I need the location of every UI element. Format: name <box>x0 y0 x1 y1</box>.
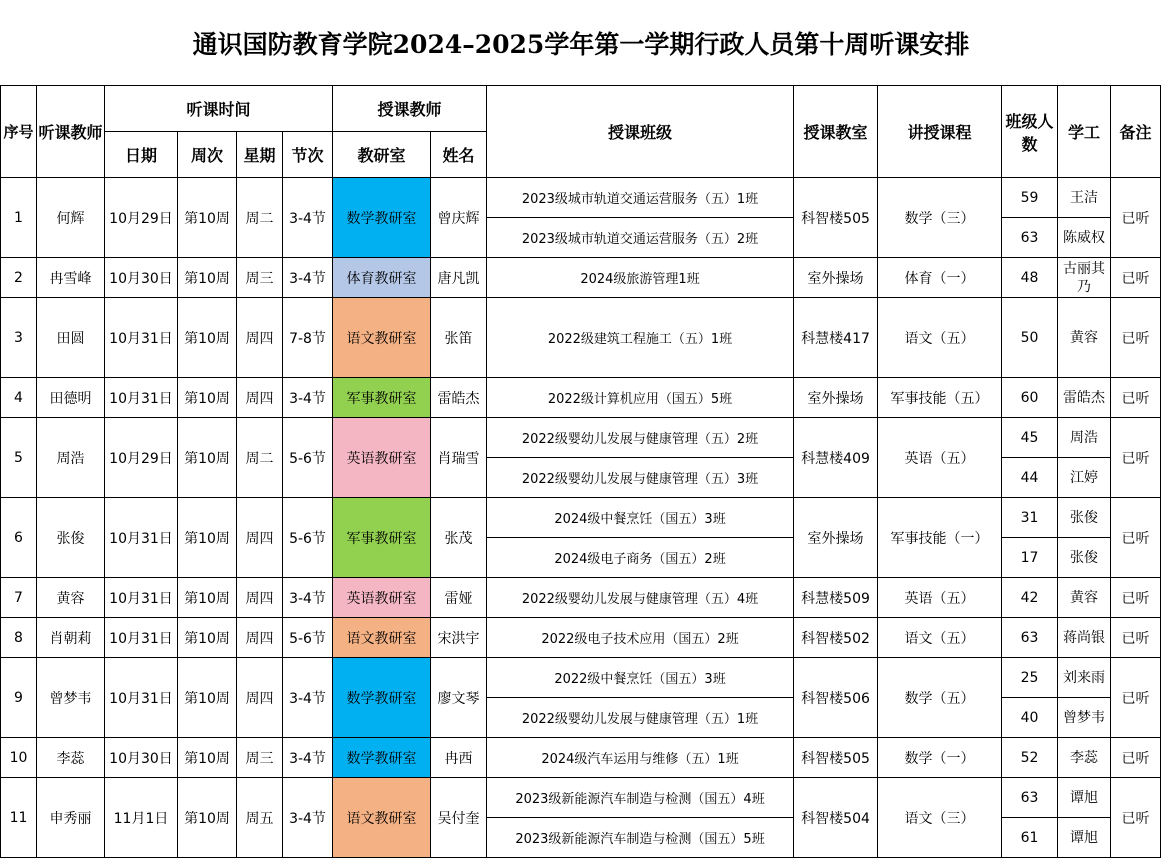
week-cell: 第10周 <box>178 778 237 858</box>
teacher-cell: 冉西 <box>431 738 487 778</box>
date-cell: 10月30日 <box>105 258 178 298</box>
class-cell: 2022级婴幼儿发展与健康管理（五）1班 <box>487 698 794 738</box>
seq-cell: 6 <box>1 498 37 578</box>
remark-cell: 已听 <box>1111 778 1161 858</box>
week-cell: 第10周 <box>178 578 237 618</box>
room-cell: 科慧楼409 <box>794 418 878 498</box>
weekday-cell: 周三 <box>237 738 283 778</box>
count-cell: 25 <box>1002 658 1058 698</box>
header-weekday: 星期 <box>237 132 283 178</box>
header-class: 授课班级 <box>487 86 794 178</box>
count-cell: 45 <box>1002 418 1058 458</box>
weekday-cell: 周四 <box>237 298 283 378</box>
dept-cell: 军事教研室 <box>333 378 431 418</box>
room-cell: 科慧楼417 <box>794 298 878 378</box>
remark-cell: 已听 <box>1111 178 1161 258</box>
header-count: 班级人数 <box>1002 86 1058 178</box>
date-cell: 10月29日 <box>105 418 178 498</box>
period-cell: 3-4节 <box>283 658 333 738</box>
room-cell: 室外操场 <box>794 378 878 418</box>
remark-cell: 已听 <box>1111 498 1161 578</box>
observer-cell: 申秀丽 <box>37 778 105 858</box>
table-row <box>1 618 1161 658</box>
teacher-cell: 肖瑞雪 <box>431 418 487 498</box>
dept-cell: 军事教研室 <box>333 498 431 578</box>
weekday-cell: 周四 <box>237 378 283 418</box>
student-cell: 谭旭 <box>1058 778 1111 818</box>
date-cell: 10月31日 <box>105 578 178 618</box>
date-cell: 10月31日 <box>105 378 178 418</box>
dept-cell: 英语教研室 <box>333 418 431 498</box>
course-cell: 数学（五） <box>878 658 1002 738</box>
student-cell: 蒋尚银 <box>1058 618 1111 658</box>
header-time-group: 听课时间 <box>105 86 333 132</box>
room-cell: 室外操场 <box>794 258 878 298</box>
course-cell: 数学（三） <box>878 178 1002 258</box>
course-cell: 数学（一） <box>878 738 1002 778</box>
student-cell: 曾梦韦 <box>1058 698 1111 738</box>
dept-cell: 数学教研室 <box>333 658 431 738</box>
table-row <box>1 178 1161 218</box>
table-row <box>1 658 1161 698</box>
teacher-cell: 唐凡凯 <box>431 258 487 298</box>
weekday-cell: 周四 <box>237 498 283 578</box>
remark-cell: 已听 <box>1111 418 1161 498</box>
date-cell: 10月29日 <box>105 178 178 258</box>
date-cell: 10月31日 <box>105 298 178 378</box>
course-cell: 语文（五） <box>878 618 1002 658</box>
header-dept: 教研室 <box>333 132 431 178</box>
student-cell: 江婷 <box>1058 458 1111 498</box>
class-cell: 2024级中餐烹饪（国五）3班 <box>487 498 794 538</box>
class-cell: 2023级城市轨道交通运营服务（五）2班 <box>487 218 794 258</box>
remark-cell: 已听 <box>1111 578 1161 618</box>
teacher-cell: 雷娅 <box>431 578 487 618</box>
class-cell: 2022级计算机应用（国五）5班 <box>487 378 794 418</box>
header-period: 节次 <box>283 132 333 178</box>
observer-cell: 冉雪峰 <box>37 258 105 298</box>
class-cell: 2022级婴幼儿发展与健康管理（五）4班 <box>487 578 794 618</box>
header-seq: 序号 <box>1 86 37 178</box>
date-cell: 11月1日 <box>105 778 178 858</box>
date-cell: 10月31日 <box>105 498 178 578</box>
header-teacher-group: 授课教师 <box>333 86 487 132</box>
header-week: 周次 <box>178 132 237 178</box>
course-cell: 军事技能（五） <box>878 378 1002 418</box>
room-cell: 科慧楼509 <box>794 578 878 618</box>
table-row <box>1 258 1161 298</box>
count-cell: 31 <box>1002 498 1058 538</box>
weekday-cell: 周四 <box>237 618 283 658</box>
week-cell: 第10周 <box>178 178 237 258</box>
table-row <box>1 578 1161 618</box>
count-cell: 52 <box>1002 738 1058 778</box>
seq-cell: 9 <box>1 658 37 738</box>
teacher-cell: 张茂 <box>431 498 487 578</box>
teacher-cell: 曾庆辉 <box>431 178 487 258</box>
table-row <box>1 418 1161 458</box>
course-cell: 语文（三） <box>878 778 1002 858</box>
remark-cell: 已听 <box>1111 618 1161 658</box>
room-cell: 科智楼505 <box>794 178 878 258</box>
dept-cell: 体育教研室 <box>333 258 431 298</box>
observer-cell: 张俊 <box>37 498 105 578</box>
student-cell: 李蕊 <box>1058 738 1111 778</box>
student-cell: 张俊 <box>1058 538 1111 578</box>
seq-cell: 1 <box>1 178 37 258</box>
header-room: 授课教室 <box>794 86 878 178</box>
count-cell: 42 <box>1002 578 1058 618</box>
observer-cell: 黄容 <box>37 578 105 618</box>
week-cell: 第10周 <box>178 418 237 498</box>
weekday-cell: 周四 <box>237 578 283 618</box>
course-cell: 语文（五） <box>878 298 1002 378</box>
period-cell: 5-6节 <box>283 498 333 578</box>
dept-cell: 语文教研室 <box>333 618 431 658</box>
seq-cell: 11 <box>1 778 37 858</box>
class-cell: 2023级城市轨道交通运营服务（五）1班 <box>487 178 794 218</box>
period-cell: 5-6节 <box>283 418 333 498</box>
observer-cell: 李蕊 <box>37 738 105 778</box>
date-cell: 10月31日 <box>105 658 178 738</box>
header-date: 日期 <box>105 132 178 178</box>
class-cell: 2024级电子商务（国五）2班 <box>487 538 794 578</box>
observer-cell: 肖朝莉 <box>37 618 105 658</box>
observer-cell: 何辉 <box>37 178 105 258</box>
class-cell: 2024级汽车运用与维修（五）1班 <box>487 738 794 778</box>
count-cell: 40 <box>1002 698 1058 738</box>
weekday-cell: 周三 <box>237 258 283 298</box>
observer-cell: 曾梦韦 <box>37 658 105 738</box>
seq-cell: 10 <box>1 738 37 778</box>
student-cell: 陈威权 <box>1058 218 1111 258</box>
dept-cell: 语文教研室 <box>333 298 431 378</box>
table-row <box>1 738 1161 778</box>
period-cell: 5-6节 <box>283 618 333 658</box>
period-cell: 3-4节 <box>283 778 333 858</box>
period-cell: 3-4节 <box>283 578 333 618</box>
header-course: 讲授课程 <box>878 86 1002 178</box>
class-cell: 2022级中餐烹饪（国五）3班 <box>487 658 794 698</box>
page-title: 通识国防教育学院2024–2025学年第一学期行政人员第十周听课安排 <box>192 29 970 59</box>
room-cell: 科智楼504 <box>794 778 878 858</box>
class-cell: 2022级建筑工程施工（五）1班 <box>487 298 794 378</box>
room-cell: 科智楼506 <box>794 658 878 738</box>
count-cell: 63 <box>1002 218 1058 258</box>
student-cell: 雷皓杰 <box>1058 378 1111 418</box>
week-cell: 第10周 <box>178 298 237 378</box>
seq-cell: 3 <box>1 298 37 378</box>
header-student: 学工 <box>1058 86 1111 178</box>
student-cell: 古丽其乃 <box>1058 258 1111 298</box>
week-cell: 第10周 <box>178 258 237 298</box>
schedule-table <box>0 85 1161 858</box>
class-cell: 2023级新能源汽车制造与检测（国五）4班 <box>487 778 794 818</box>
class-cell: 2024级旅游管理1班 <box>487 258 794 298</box>
table-row <box>1 378 1161 418</box>
class-cell: 2022级婴幼儿发展与健康管理（五）2班 <box>487 418 794 458</box>
period-cell: 3-4节 <box>283 178 333 258</box>
seq-cell: 7 <box>1 578 37 618</box>
weekday-cell: 周四 <box>237 658 283 738</box>
dept-cell: 英语教研室 <box>333 578 431 618</box>
date-cell: 10月30日 <box>105 738 178 778</box>
observer-cell: 周浩 <box>37 418 105 498</box>
weekday-cell: 周二 <box>237 418 283 498</box>
period-cell: 3-4节 <box>283 258 333 298</box>
room-cell: 科智楼505 <box>794 738 878 778</box>
student-cell: 黄容 <box>1058 298 1111 378</box>
remark-cell: 已听 <box>1111 378 1161 418</box>
remark-cell: 已听 <box>1111 738 1161 778</box>
class-cell: 2022级婴幼儿发展与健康管理（五）3班 <box>487 458 794 498</box>
remark-cell: 已听 <box>1111 258 1161 298</box>
course-cell: 英语（五） <box>878 578 1002 618</box>
teacher-cell: 吴付奎 <box>431 778 487 858</box>
teacher-cell: 雷皓杰 <box>431 378 487 418</box>
header-name: 姓名 <box>431 132 487 178</box>
student-cell: 王洁 <box>1058 178 1111 218</box>
teacher-cell: 宋洪宇 <box>431 618 487 658</box>
count-cell: 50 <box>1002 298 1058 378</box>
date-cell: 10月31日 <box>105 618 178 658</box>
teacher-cell: 廖文琴 <box>431 658 487 738</box>
dept-cell: 数学教研室 <box>333 178 431 258</box>
week-cell: 第10周 <box>178 738 237 778</box>
weekday-cell: 周二 <box>237 178 283 258</box>
student-cell: 刘来雨 <box>1058 658 1111 698</box>
header-remark: 备注 <box>1111 86 1161 178</box>
observer-cell: 田圆 <box>37 298 105 378</box>
seq-cell: 5 <box>1 418 37 498</box>
count-cell: 17 <box>1002 538 1058 578</box>
student-cell: 张俊 <box>1058 498 1111 538</box>
course-cell: 军事技能（一） <box>878 498 1002 578</box>
observer-cell: 田德明 <box>37 378 105 418</box>
remark-cell: 已听 <box>1111 658 1161 738</box>
dept-cell: 语文教研室 <box>333 778 431 858</box>
seq-cell: 4 <box>1 378 37 418</box>
class-cell: 2023级新能源汽车制造与检测（国五）5班 <box>487 818 794 858</box>
student-cell: 谭旭 <box>1058 818 1111 858</box>
course-cell: 英语（五） <box>878 418 1002 498</box>
count-cell: 61 <box>1002 818 1058 858</box>
week-cell: 第10周 <box>178 618 237 658</box>
period-cell: 3-4节 <box>283 378 333 418</box>
week-cell: 第10周 <box>178 378 237 418</box>
count-cell: 63 <box>1002 778 1058 818</box>
period-cell: 3-4节 <box>283 738 333 778</box>
table-row <box>1 298 1161 378</box>
count-cell: 44 <box>1002 458 1058 498</box>
course-cell: 体育（一） <box>878 258 1002 298</box>
seq-cell: 2 <box>1 258 37 298</box>
seq-cell: 8 <box>1 618 37 658</box>
period-cell: 7-8节 <box>283 298 333 378</box>
student-cell: 周浩 <box>1058 418 1111 458</box>
room-cell: 科智楼502 <box>794 618 878 658</box>
table-row <box>1 778 1161 818</box>
room-cell: 室外操场 <box>794 498 878 578</box>
dept-cell: 数学教研室 <box>333 738 431 778</box>
week-cell: 第10周 <box>178 658 237 738</box>
count-cell: 59 <box>1002 178 1058 218</box>
week-cell: 第10周 <box>178 498 237 578</box>
count-cell: 48 <box>1002 258 1058 298</box>
header-observer: 听课教师 <box>37 86 105 178</box>
table-row <box>1 498 1161 538</box>
class-cell: 2022级电子技术应用（国五）2班 <box>487 618 794 658</box>
teacher-cell: 张笛 <box>431 298 487 378</box>
count-cell: 63 <box>1002 618 1058 658</box>
student-cell: 黄容 <box>1058 578 1111 618</box>
remark-cell: 已听 <box>1111 298 1161 378</box>
weekday-cell: 周五 <box>237 778 283 858</box>
count-cell: 60 <box>1002 378 1058 418</box>
